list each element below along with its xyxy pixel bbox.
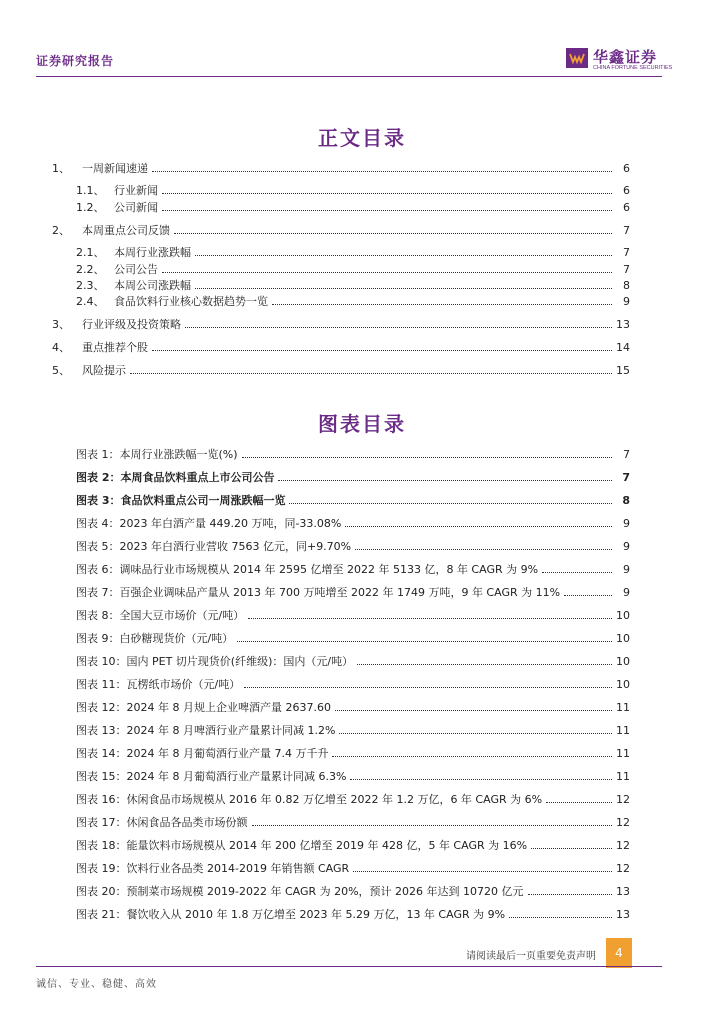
figure-entry[interactable] (76, 538, 630, 554)
leader-dots (130, 373, 612, 374)
toc-entry-page: 14 (616, 340, 630, 354)
figure-entry-text: 图表 5：2023 年白酒行业营收 7563 亿元，同+9.70% (76, 540, 352, 553)
figure-entry-page: 8 (622, 493, 630, 507)
figure-entry[interactable] (76, 768, 630, 784)
figure-entry-page: 11 (616, 769, 630, 783)
leader-dots (152, 350, 612, 351)
disclaimer-notice: 请阅读最后一页重要免责声明 (466, 950, 596, 962)
toc-entry[interactable] (76, 293, 630, 309)
figure-entry[interactable] (76, 561, 630, 577)
figure-entry-page: 11 (616, 700, 630, 714)
figure-entry-text: 图表 6：调味品行业市场规模从 2014 年 2595 亿增至 2022 年 5133 亿，8 年 CAGR 为 9% (76, 563, 539, 576)
toc-entry-page: 7 (623, 223, 630, 237)
toc-entry-text: 本周公司涨跌幅 (114, 279, 191, 292)
leader-dots (195, 255, 612, 256)
figure-entry[interactable] (76, 883, 630, 899)
toc-entry[interactable] (52, 339, 630, 355)
toc-entry-text: 公司新闻 (114, 201, 158, 214)
toc-entry[interactable] (52, 160, 630, 176)
figure-entry[interactable] (76, 607, 630, 623)
figure-entry-text: 图表 18：能量饮料市场规模从 2014 年 200 亿增至 2019 年 428 亿，5 年 CAGR 为 16% (76, 839, 528, 852)
toc-entry-number: 1.1、 (76, 184, 105, 197)
figure-entry[interactable] (76, 676, 630, 692)
toc-entry[interactable] (76, 182, 630, 198)
leader-dots (195, 288, 612, 289)
leader-dots (289, 503, 612, 504)
header-divider (36, 76, 662, 77)
figure-entry-text: 图表 11：瓦楞纸市场价（元/吨） (76, 678, 241, 691)
toc-entry-text: 本周行业涨跌幅 (114, 246, 191, 259)
figure-entry-page: 12 (616, 861, 630, 875)
toc-entry-text: 风险提示 (82, 364, 126, 377)
toc-entry-text: 食品饮料行业核心数据趋势一览 (114, 295, 268, 308)
figure-entry-text: 图表 2：本周食品饮料重点上市公司公告 (76, 471, 275, 484)
toc-entry[interactable] (76, 199, 630, 215)
toc-entry-number: 2.4、 (76, 295, 105, 308)
toc-entry-text: 行业评级及投资策略 (82, 318, 181, 331)
figure-entry[interactable] (76, 515, 630, 531)
figure-entry-text: 图表 21：餐饮收入从 2010 年 1.8 万亿增至 2023 年 5.29 万亿，13 年 CAGR 为 9% (76, 908, 506, 921)
figure-entry-text: 图表 3：食品饮料重点公司一周涨跌幅一览 (76, 494, 286, 507)
figure-entry-page: 7 (623, 447, 630, 461)
toc-entry-page: 7 (623, 262, 630, 276)
figure-entry[interactable] (76, 699, 630, 715)
logo-subtitle: CHINA FORTUNE SECURITIES (593, 65, 673, 71)
figure-entry[interactable] (76, 469, 630, 485)
figure-entry-page: 13 (616, 907, 630, 921)
figure-entry-text: 图表 20：预制菜市场规模 2019-2022 年 CAGR 为 20%，预计 2026 年达到 10720 亿元 (76, 885, 524, 898)
leader-dots (339, 733, 612, 734)
toc-entry-text: 本周重点公司反馈 (82, 224, 170, 237)
leader-dots (528, 894, 612, 895)
figure-entry-page: 10 (616, 631, 630, 645)
leader-dots (509, 917, 612, 918)
leader-dots (185, 327, 612, 328)
page-number-badge: 4 (606, 938, 632, 968)
leader-dots (345, 526, 612, 527)
toc-entry-number: 4、 (52, 341, 70, 354)
figure-entry-text: 图表 15：2024 年 8 月葡萄酒行业产量累计同减 6.3% (76, 770, 347, 783)
leader-dots (357, 664, 612, 665)
leader-dots (162, 210, 612, 211)
figure-entry[interactable] (76, 653, 630, 669)
figure-entry-text: 图表 10：国内 PET 切片现货价(纤维级)：国内（元/吨） (76, 655, 354, 668)
toc-entry[interactable] (76, 244, 630, 260)
figure-entry-page: 13 (616, 884, 630, 898)
figure-entry-text: 图表 1：本周行业涨跌幅一览(%) (76, 448, 238, 461)
logo-icon (566, 48, 588, 68)
figures-toc-title: 图表目录 (318, 412, 406, 436)
figure-entry[interactable] (76, 584, 630, 600)
toc-entry[interactable] (76, 277, 630, 293)
toc-entry-number: 2.1、 (76, 246, 105, 259)
figure-entry-text: 图表 4：2023 年白酒产量 449.20 万吨，同-33.08% (76, 517, 342, 530)
toc-entry-number: 3、 (52, 318, 70, 331)
toc-entry[interactable] (52, 222, 630, 238)
figure-entry[interactable] (76, 791, 630, 807)
figure-entry-page: 9 (623, 539, 630, 553)
leader-dots (542, 572, 612, 573)
figure-entry-page: 9 (623, 585, 630, 599)
toc-entry-page: 6 (623, 200, 630, 214)
figure-entry-text: 图表 7：百强企业调味品产量从 2013 年 700 万吨增至 2022 年 1749 万吨，9 年 CAGR 为 11% (76, 586, 561, 599)
figure-entry-text: 图表 13：2024 年 8 月啤酒行业产量累计同减 1.2% (76, 724, 336, 737)
figure-entry[interactable] (76, 860, 630, 876)
toc-entry-text: 行业新闻 (114, 184, 158, 197)
toc-entry-number: 2、 (52, 224, 70, 237)
figure-entry-text: 图表 8：全国大豆市场价（元/吨） (76, 609, 245, 622)
figure-entry[interactable] (76, 837, 630, 853)
logo-name: 华鑫证券 (593, 48, 658, 66)
toc-title: 正文目录 (318, 126, 406, 150)
figure-entry[interactable] (76, 446, 630, 462)
figure-entry-page: 9 (623, 562, 630, 576)
figure-entry-text: 图表 16：休闲食品市场规模从 2016 年 0.82 万亿增至 2022 年 1.2 万亿，6 年 CAGR 为 6% (76, 793, 543, 806)
toc-entry-page: 9 (623, 294, 630, 308)
toc-entry-page: 13 (616, 317, 630, 331)
figure-entry-text: 图表 14：2024 年 8 月葡萄酒行业产量 7.4 万千升 (76, 747, 329, 760)
leader-dots (546, 802, 612, 803)
toc-entry-number: 5、 (52, 364, 70, 377)
figure-entry-page: 12 (616, 792, 630, 806)
leader-dots (350, 779, 612, 780)
toc-entry-text: 重点推荐个股 (82, 341, 148, 354)
leader-dots (248, 618, 612, 619)
company-logo (566, 44, 673, 72)
leader-dots (162, 272, 612, 273)
figure-entry[interactable] (76, 630, 630, 646)
toc-entry-number: 1、 (52, 162, 70, 175)
toc-entry-text: 一周新闻速递 (82, 162, 148, 175)
figure-entry-page: 9 (623, 516, 630, 530)
leader-dots (531, 848, 612, 849)
leader-dots (332, 756, 612, 757)
figure-entry-text: 图表 9：白砂糖现货价（元/吨） (76, 632, 234, 645)
leader-dots (353, 871, 612, 872)
figure-entry-page: 10 (616, 677, 630, 691)
report-type-label: 证券研究报告 (36, 54, 115, 68)
toc-entry[interactable] (52, 362, 630, 378)
figure-entry-page: 11 (616, 746, 630, 760)
figure-entry-page: 10 (616, 608, 630, 622)
toc-entry-page: 6 (623, 161, 630, 175)
figure-entry-page: 10 (616, 654, 630, 668)
leader-dots (355, 549, 612, 550)
toc-entry-page: 7 (623, 245, 630, 259)
leader-dots (244, 687, 612, 688)
toc-entry[interactable] (76, 261, 630, 277)
figure-entry-text: 图表 19：饮料行业各品类 2014-2019 年销售额 CAGR (76, 862, 350, 875)
leader-dots (237, 641, 612, 642)
figure-entry-page: 11 (616, 723, 630, 737)
toc-entry-page: 8 (623, 278, 630, 292)
figure-entry[interactable] (76, 814, 630, 830)
figure-entry-text: 图表 17：休闲食品各品类市场份额 (76, 816, 248, 829)
figure-entry-page: 12 (616, 838, 630, 852)
figure-entry-text: 图表 12：2024 年 8 月规上企业啤酒产量 2637.60 (76, 701, 331, 714)
figure-entry-page: 12 (616, 815, 630, 829)
figure-entry[interactable] (76, 722, 630, 738)
figure-entry[interactable] (76, 492, 630, 508)
leader-dots (162, 193, 612, 194)
toc-entry-number: 2.3、 (76, 279, 105, 292)
toc-entry-page: 6 (623, 183, 630, 197)
toc-entry-number: 1.2、 (76, 201, 105, 214)
footer-divider (36, 966, 662, 967)
leader-dots (335, 710, 612, 711)
toc-entry-number: 2.2、 (76, 263, 105, 276)
leader-dots (174, 233, 612, 234)
figure-entry[interactable] (76, 906, 630, 922)
leader-dots (278, 480, 612, 481)
page-header (0, 0, 724, 80)
leader-dots (564, 595, 612, 596)
leader-dots (252, 825, 613, 826)
leader-dots (242, 457, 612, 458)
company-slogan: 诚信、专业、稳健、高效 (36, 979, 157, 990)
toc-entry-text: 公司公告 (114, 263, 158, 276)
toc-entry-page: 15 (616, 363, 630, 377)
leader-dots (272, 304, 612, 305)
toc-entry[interactable] (52, 316, 630, 332)
figure-entry-page: 7 (622, 470, 630, 484)
figure-entry[interactable] (76, 745, 630, 761)
leader-dots (152, 171, 612, 172)
